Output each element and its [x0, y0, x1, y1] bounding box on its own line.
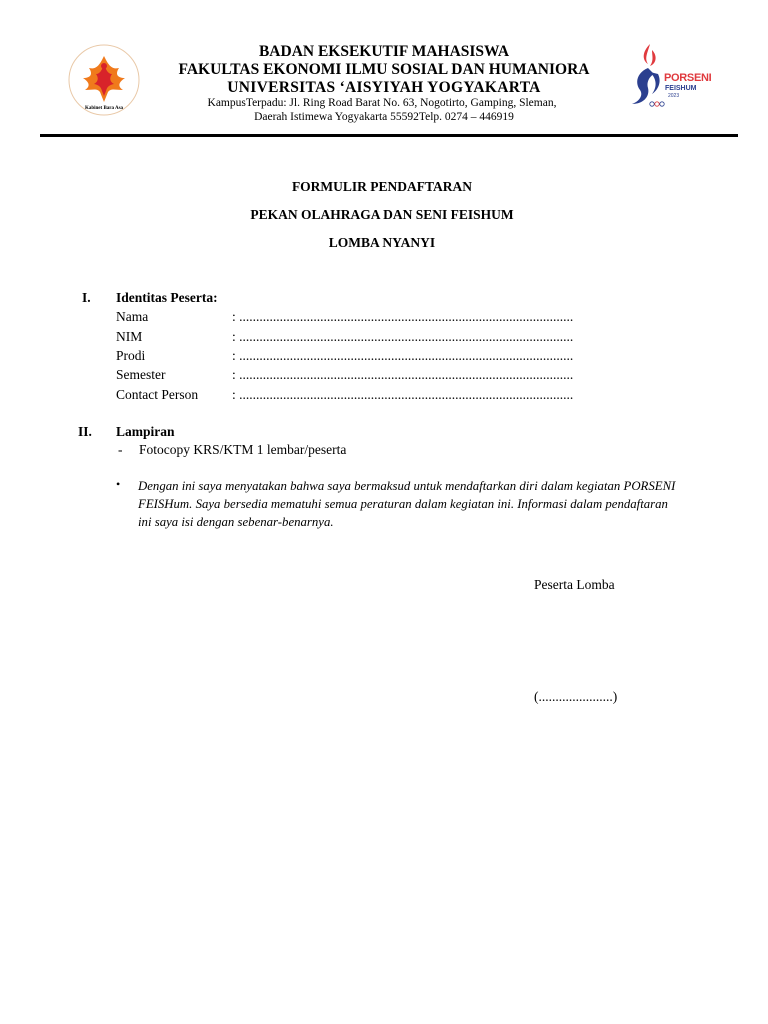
declaration-text: Dengan ini saya menyatakan bahwa saya bermaksud untuk mendaftarkan diri dalam kegiatan PORSENI FEISHum. Saya bersedia mematuhi semua peraturan dalam kegiatan ini. Informasi dalam pendaftaran ini saya isi dengan sebenar-benarnya. — [138, 479, 676, 529]
porseni-logo-year: 2023 — [668, 93, 680, 99]
competition-title: LOMBA NYANYI — [328, 235, 436, 250]
attachment-dash: - — [118, 442, 123, 457]
section-2-title: Lampiran — [116, 424, 175, 439]
field-fill-nim[interactable]: : ................................................................................................... — [232, 329, 574, 344]
header-address-line2: Daerah Istimewa Yogyakarta 55592Telp. 0274 – 446919 — [254, 111, 514, 123]
header-university: UNIVERSITAS ‘AISYIYAH YOGYAKARTA — [227, 79, 541, 96]
field-fill-contact-person[interactable]: : ................................................................................................... — [232, 387, 574, 402]
logo-caption: Kabinet Bara Asa — [84, 106, 124, 111]
header-org: BADAN EKSEKUTIF MAHASISWA — [258, 43, 510, 60]
field-fill-prodi[interactable]: : ................................................................................................... — [232, 348, 574, 363]
field-label-prodi: Prodi — [116, 348, 146, 363]
declaration-bullet: • — [116, 477, 121, 491]
attachment-item: Fotocopy KRS/KTM 1 lembar/peserta — [139, 442, 347, 457]
form-title: FORMULIR PENDAFTARAN — [291, 179, 473, 194]
section-1-number: I. — [82, 290, 91, 305]
signature-blank[interactable]: (......................) — [534, 689, 618, 704]
porseni-logo-sub: FEISHUM — [665, 85, 697, 92]
section-1-title: Identitas Peserta: — [116, 290, 218, 305]
header-divider — [40, 134, 738, 137]
field-label-semester: Semester — [116, 367, 166, 382]
header-faculty: FAKULTAS EKONOMI ILMU SOSIAL DAN HUMANIORA — [178, 61, 590, 78]
field-fill-semester[interactable]: : ................................................................................................... — [232, 367, 574, 382]
field-label-nama: Nama — [116, 309, 149, 324]
porseni-logo-text: PORSENI — [664, 72, 712, 84]
field-label-contact-person: Contact Person — [116, 387, 199, 402]
field-label-nim: NIM — [116, 329, 143, 344]
signature-label: Peserta Lomba — [534, 577, 615, 592]
header-address-line1: KampusTerpadu: Jl. Ring Road Barat No. 63, Nogotirto, Gamping, Sleman, — [207, 97, 557, 109]
section-2-number: II. — [78, 424, 92, 439]
event-title: PEKAN OLAHRAGA DAN SENI FEISHUM — [250, 207, 514, 222]
field-fill-nama[interactable]: : ................................................................................................... — [232, 309, 574, 324]
